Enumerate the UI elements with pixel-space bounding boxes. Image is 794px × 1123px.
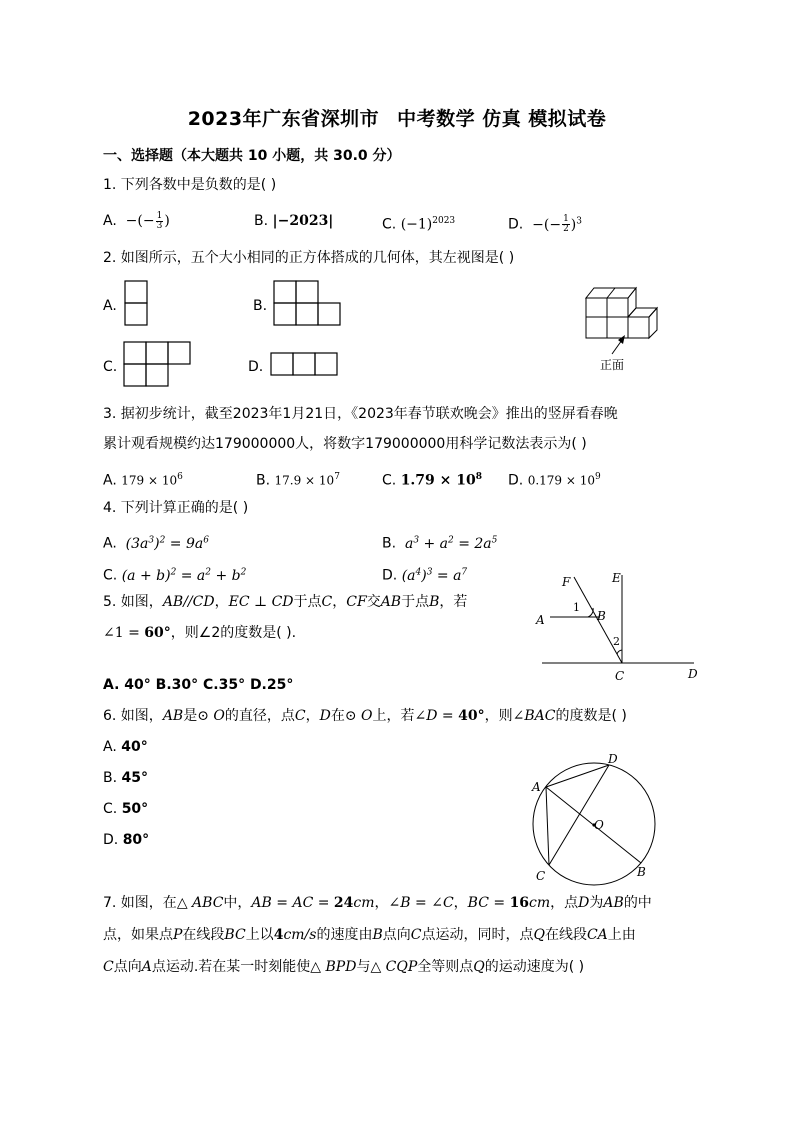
q4-b-label: B. xyxy=(382,535,397,552)
q7-l2-t6: 在线段 xyxy=(544,927,587,943)
q1-a-math: −(− $\frac{1}{3}$ ) xyxy=(121,210,170,231)
q6-option-b xyxy=(103,768,148,788)
q7-l3-t4: 全等则点 xyxy=(417,959,474,975)
q5-label-b: B xyxy=(597,609,606,623)
q7-l2-pre: 点，如果点 xyxy=(103,927,173,943)
q5-options: A. 40° B.30° C.35° D.25° xyxy=(103,677,294,693)
q7-l2-t1: 在线段 xyxy=(182,927,225,943)
q6-label-a: A xyxy=(532,780,541,794)
q6-b-label: B. xyxy=(103,770,118,786)
q5-l1-e: 于点 xyxy=(401,594,430,610)
q2-option-b-figure xyxy=(273,280,343,326)
q5-label-e: E xyxy=(612,571,621,585)
q5-l1-a: ， xyxy=(214,594,229,610)
q3-c-exp: 8 xyxy=(475,472,483,482)
q4-d-label: D. xyxy=(382,567,398,584)
q1-c-exp: 2023 xyxy=(432,216,456,226)
q6-c-label: C. xyxy=(103,801,118,817)
q3-option-b xyxy=(256,467,340,491)
q3-a-value: 179 × 10 xyxy=(121,473,178,488)
q2-option-a-figure xyxy=(124,280,148,326)
q1-c-label: C. xyxy=(382,216,397,233)
q2-c-label: C. xyxy=(103,359,118,375)
q5-l2-text: ，则∠2的度数是( ). xyxy=(170,625,297,641)
q7-l1-pre: 7. 如图，在 xyxy=(103,895,177,911)
q6-m5: 上，若 xyxy=(372,708,415,724)
q1-a-label: A. xyxy=(103,213,117,229)
q5-l1-f: ，若 xyxy=(439,594,468,610)
q1-c-value: (−1) xyxy=(400,216,433,233)
q1-option-d xyxy=(508,211,582,235)
q3-d-exp: 9 xyxy=(595,472,601,482)
q6-option-d xyxy=(103,830,149,850)
q3-option-c xyxy=(382,467,482,491)
q5-l1-d: 交 xyxy=(366,594,381,610)
q2-solid-figure xyxy=(582,282,674,374)
q3-a-label: A. xyxy=(103,472,117,489)
q7-l1-t5: 为 xyxy=(589,895,604,911)
q2-stem: 2. 如图所示，五个大小相同的正方体搭成的几何体，其左视图是( ) xyxy=(103,250,515,266)
q7-l2-t2: 上以 xyxy=(245,927,274,943)
q5-label-c: C xyxy=(615,669,625,683)
q3-b-label: B. xyxy=(256,472,271,489)
q6-m6: ，则 xyxy=(484,708,513,724)
q1-b-label: B. xyxy=(254,213,269,229)
q6-end: 的度数是( ) xyxy=(555,708,627,724)
q6-label-d: D xyxy=(608,752,618,766)
q5-label-d: D xyxy=(688,667,698,681)
q1-d-math: −(− $\frac{1}{2}$ )$^3$ xyxy=(527,214,582,235)
q3-line2: 累计观看规模约达179000000人，将数字179000000用科学记数法表示为( ) xyxy=(103,436,587,452)
q1-option-c xyxy=(382,211,455,235)
q6-option-a xyxy=(103,737,148,757)
q7-l1-t4: ，点 xyxy=(550,895,579,911)
q2-d-label: D. xyxy=(248,359,264,375)
q5-l1-pre: 5. 如图， xyxy=(103,594,163,610)
q7-l1-t6: 的中 xyxy=(623,895,652,911)
q5-label-2: 2 xyxy=(613,635,620,648)
q5-l1-b: 于点 xyxy=(293,594,322,610)
q6-m4: 在 xyxy=(330,708,345,724)
q4-a-label: A. xyxy=(103,535,117,552)
page-title xyxy=(0,104,794,131)
title-part2: 中考数学 仿真 模拟试卷 xyxy=(397,108,607,130)
q2-b-label: B. xyxy=(253,298,268,314)
q6-d-value: 80° xyxy=(122,832,150,848)
q7-l2-t3: 的速度由 xyxy=(316,927,373,943)
q3-a-exp: 6 xyxy=(177,472,183,482)
q6-pre: 6. 如图， xyxy=(103,708,163,724)
q7-l1-t1: 中， xyxy=(223,895,252,911)
q4-option-a xyxy=(103,530,209,554)
q7-l2-t5: 点运动，同时，点 xyxy=(421,927,534,943)
q6-a-label: A. xyxy=(103,739,117,755)
q3-option-d xyxy=(508,467,601,491)
q2-fig-label: 正面 xyxy=(600,358,625,372)
q6-d-label: D. xyxy=(103,832,119,848)
q1-stem: 1. 下列各数中是负数的是( ) xyxy=(103,177,277,193)
q6-label-o: O xyxy=(594,818,604,832)
section-heading: 一、选择题（本大题共 10 小题，共 30.0 分） xyxy=(103,148,401,164)
q7-l2-t4: 点向 xyxy=(382,927,411,943)
q6-label-b: B xyxy=(637,865,646,879)
q5-figure xyxy=(532,570,702,685)
q5-l1-c: ， xyxy=(332,594,347,610)
q7-l3-t5: 的运动速度为( ) xyxy=(484,959,585,975)
q4-d-math: $(a^4)^3 = a^7$ xyxy=(401,567,468,584)
q6-stem: 6. 如图，AB是⊙ O的直径，点C，D在⊙ O上，若∠D = 40°，则∠BAC的度数是( ) xyxy=(103,708,627,724)
q7-l2-t7: 上由 xyxy=(607,927,636,943)
q4-option-c xyxy=(103,562,246,586)
q3-b-value: 17.9 × 10 xyxy=(274,473,335,488)
q7-l1-t3: ， xyxy=(453,895,468,911)
q4-c-math: $(a + b)^2 = a^2 + b^2$ xyxy=(121,567,247,584)
q7-l3-t2: 点运动.若在某一时刻能使 xyxy=(151,959,311,975)
q4-option-b xyxy=(382,530,497,554)
q3-option-a xyxy=(103,467,183,491)
q6-b-value: 45° xyxy=(121,770,148,786)
q7-line3: C点向A点运动.若在某一时刻能使△ BPD与△ CQP全等则点Q的运动速度为( ) xyxy=(103,959,585,975)
q7-line2: 点，如果点P在线段BC上以4cm/s的速度由B点向C点运动，同时，点Q在线段CA上由 xyxy=(103,927,636,943)
q5-line1: 5. 如图，AB//CD，EC ⊥ CD于点C，CF交AB于点B，若 xyxy=(103,594,468,610)
q5-line2: ∠1 = 60°，则∠2的度数是( ). xyxy=(103,625,297,641)
q1-b-value: |−2023| xyxy=(272,213,334,229)
q6-m1: 是 xyxy=(183,708,198,724)
q5-label-1: 1 xyxy=(573,601,580,614)
q2-option-d-figure xyxy=(270,352,340,378)
q3-line1: 3. 据初步统计，截至2023年1月21日，《2023年春节联欢晚会》推出的竖屏看春晚 xyxy=(103,406,618,422)
q3-d-label: D. xyxy=(508,472,524,489)
q3-b-exp: 7 xyxy=(334,472,340,482)
q6-option-c xyxy=(103,799,148,819)
q5-label-f: F xyxy=(562,575,571,589)
q2-a-label: A. xyxy=(103,298,117,314)
q6-m2: 的直径，点 xyxy=(224,708,295,724)
title-part1: 2023年广东省深圳市 xyxy=(187,108,380,130)
q6-a-value: 40° xyxy=(121,739,148,755)
q1-d-label: D. xyxy=(508,216,524,233)
q4-b-math: $a^3 + a^2 = 2a^5$ xyxy=(400,535,498,552)
q6-c-value: 50° xyxy=(121,801,149,817)
q7-l3-t1: 点向 xyxy=(113,959,142,975)
q6-label-c: C xyxy=(536,869,546,883)
q3-d-value: 0.179 × 10 xyxy=(527,473,595,488)
q6-figure xyxy=(524,752,664,887)
q7-line1: 7. 如图，在△ ABC中，AB = AC = 24cm，∠B = ∠C，BC = 16cm，点D为AB的中 xyxy=(103,895,652,911)
q7-l3-t3: 与 xyxy=(356,959,371,975)
q1-option-a xyxy=(103,211,170,231)
q1-option-b xyxy=(254,211,333,231)
q7-l1-t2: ， xyxy=(374,895,389,911)
q2-option-c-figure xyxy=(123,341,193,387)
q3-c-value: 1.79 × 10 xyxy=(400,472,476,489)
q5-label-a: A xyxy=(536,613,545,627)
q4-c-label: C. xyxy=(103,567,118,584)
q3-c-label: C. xyxy=(382,472,397,489)
q6-m3: ， xyxy=(305,708,320,724)
q4-a-math: $(3a^3)^2 = 9a^6$ xyxy=(121,535,209,552)
q4-option-d xyxy=(382,562,467,586)
q4-stem: 4. 下列计算正确的是( ) xyxy=(103,500,249,516)
